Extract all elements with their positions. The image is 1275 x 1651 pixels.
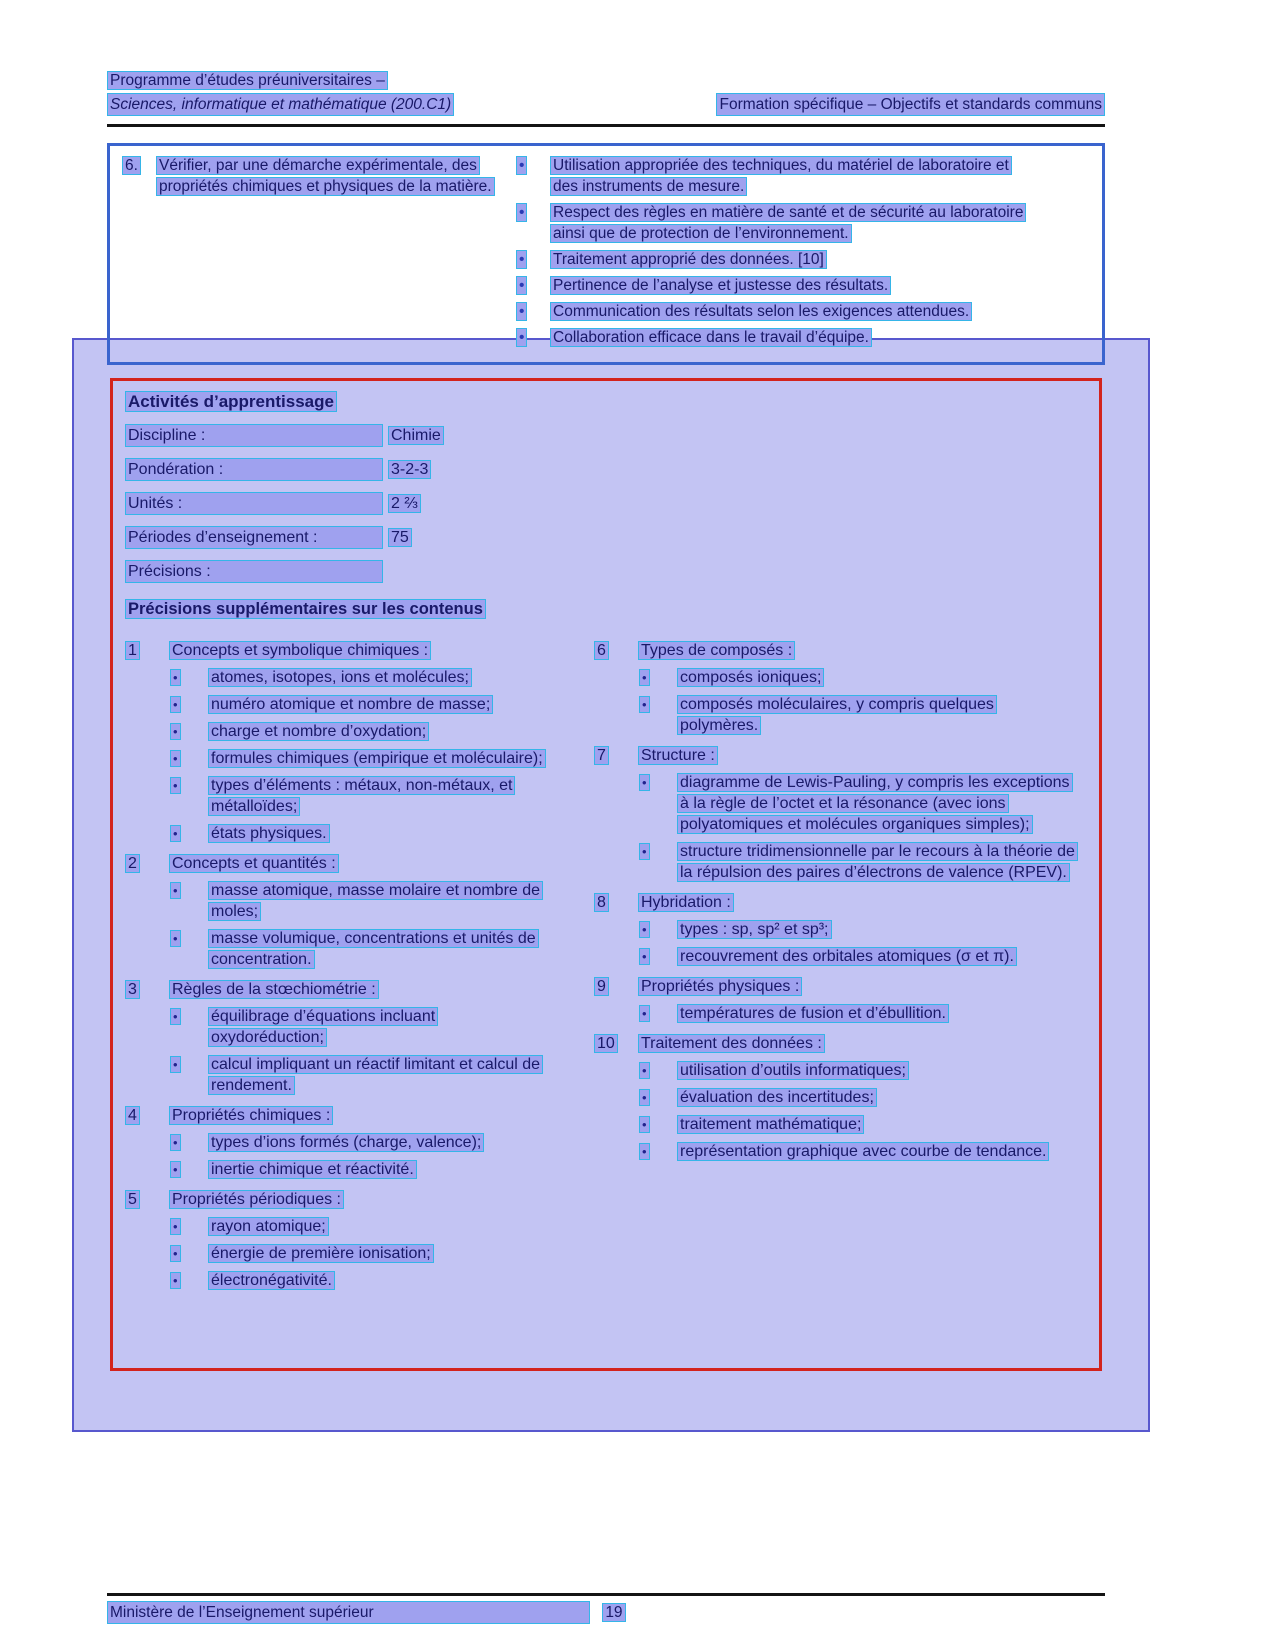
bullet-icon: • (170, 1245, 181, 1262)
bullet-text: types : sp, sp² et sp³; (677, 920, 832, 939)
item-number: 3 (125, 980, 140, 999)
content-bullet (639, 919, 1087, 940)
bullet-text-cell (208, 1159, 550, 1180)
bullet-cell (170, 694, 208, 715)
bullet-text-cell (677, 946, 1075, 967)
item-number: 9 (594, 977, 609, 996)
item-number-cell (594, 640, 638, 661)
content-item (125, 979, 580, 1096)
header-section-title: Formation spécifique – Objectifs et standards communs (716, 93, 1105, 116)
bullet-text-cell (208, 928, 550, 970)
item-title: Propriétés chimiques : (169, 1106, 333, 1125)
bullet-cell (170, 775, 208, 817)
content-item (594, 892, 1087, 967)
bullet-icon: • (516, 276, 527, 295)
bullet-icon: • (170, 882, 181, 899)
bullet-icon: • (639, 843, 650, 860)
content-bullet (170, 1216, 580, 1237)
bullet-icon: • (639, 774, 650, 791)
bullet-text: composés ioniques; (677, 668, 824, 687)
content-item (594, 1033, 1087, 1162)
item-bullets (125, 880, 580, 970)
criterion-text-cell (550, 249, 1032, 270)
activities-title-row (125, 391, 1087, 412)
objective-text-cell (156, 155, 496, 197)
item-title: Structure : (638, 746, 718, 765)
objective-number: 6. (122, 156, 141, 175)
content-item-head (125, 1105, 580, 1126)
objective-cell (118, 155, 516, 358)
bullet-text: composés moléculaires, y compris quelques polymères. (677, 695, 997, 735)
content-item-head (125, 853, 580, 874)
criterion-text-cell (550, 202, 1032, 244)
bullet-icon: • (639, 1116, 650, 1133)
item-number-cell (594, 745, 638, 766)
criterion-text-cell (550, 301, 1032, 322)
bullet-text: températures de fusion et d’ébullition. (677, 1004, 949, 1023)
item-number-cell (594, 892, 638, 913)
meta-value: 3-2-3 (388, 460, 431, 479)
meta-value: 2 ⅔ (388, 494, 421, 513)
content-item (125, 853, 580, 970)
bullet-cell (516, 155, 550, 197)
bullet-icon: • (170, 1134, 181, 1151)
bullet-icon: • (170, 1161, 181, 1178)
meta-label: Unités : (125, 492, 383, 515)
item-title-cell (169, 1189, 580, 1210)
bullet-icon: • (639, 669, 650, 686)
item-number: 5 (125, 1190, 140, 1209)
item-bullets (594, 1060, 1087, 1162)
content-item-head (594, 976, 1087, 997)
bullet-text-cell (208, 694, 550, 715)
bullet-text: énergie de première ionisation; (208, 1244, 434, 1263)
bullet-text: masse atomique, masse molaire et nombre de moles; (208, 881, 543, 921)
item-number-cell (125, 640, 169, 661)
bullet-icon: • (639, 1062, 650, 1079)
bullet-text: inertie chimique et réactivité. (208, 1160, 417, 1179)
meta-row (125, 424, 1087, 447)
item-title: Traitement des données : (638, 1034, 825, 1053)
item-title-cell (638, 640, 1087, 661)
item-title: Hybridation : (638, 893, 734, 912)
objective-table (107, 143, 1105, 365)
item-title-cell (638, 1033, 1087, 1054)
bullet-cell (170, 823, 208, 844)
criterion-text-cell (550, 327, 1032, 348)
bullet-text: types d’éléments : métaux, non-métaux, et métalloïdes; (208, 776, 515, 816)
page-footer (107, 1593, 1105, 1624)
bullet-text-cell (208, 823, 550, 844)
bullet-text: atomes, isotopes, ions et molécules; (208, 668, 472, 687)
content-bullet (639, 667, 1087, 688)
criterion-item (516, 327, 1094, 348)
item-bullets (125, 1132, 580, 1180)
bullet-text-cell (208, 880, 550, 922)
bullet-cell (639, 946, 677, 967)
content-item (125, 640, 580, 844)
content-bullet (639, 1060, 1087, 1081)
meta-row (125, 492, 1087, 515)
bullet-icon: • (639, 1143, 650, 1160)
item-bullets (594, 772, 1087, 883)
content-bullet (170, 880, 580, 922)
bullet-text: structure tridimensionnelle par le recours à la théorie de la répulsion des paires d’électrons de valence (RPEV). (677, 842, 1078, 882)
bullet-cell (170, 880, 208, 922)
item-number-cell (594, 976, 638, 997)
item-bullets (125, 1216, 580, 1291)
content-subheading: Précisions supplémentaires sur les contenus (125, 599, 486, 619)
item-title-cell (638, 892, 1087, 913)
content-bullet (170, 1243, 580, 1264)
item-number: 10 (594, 1034, 618, 1053)
bullet-icon: • (639, 921, 650, 938)
bullet-text: rayon atomique; (208, 1217, 329, 1236)
bullet-icon: • (170, 1056, 181, 1073)
bullet-text-cell (677, 1087, 1075, 1108)
content-item-head (594, 640, 1087, 661)
bullet-cell (170, 667, 208, 688)
bullet-icon: • (516, 328, 527, 347)
content-item (594, 745, 1087, 883)
bullet-text-cell (677, 1141, 1075, 1162)
bullet-text-cell (208, 667, 550, 688)
criterion-text: Utilisation appropriée des techniques, du matériel de laboratoire et des instruments de mesure. (550, 156, 1012, 196)
bullet-cell (516, 275, 550, 296)
content-bullet (639, 1141, 1087, 1162)
criterion-item (516, 202, 1094, 244)
meta-row (125, 458, 1087, 481)
bullet-text: équilibrage d’équations incluant oxydoréduction; (208, 1007, 438, 1047)
content-item (125, 1105, 580, 1180)
content-bullet (639, 1114, 1087, 1135)
content-item-head (125, 640, 580, 661)
bullet-icon: • (170, 825, 181, 842)
bullet-cell (639, 772, 677, 835)
bullet-icon: • (516, 203, 527, 222)
bullet-text-cell (208, 1216, 550, 1237)
item-number: 6 (594, 641, 609, 660)
item-title: Règles de la stœchiométrie : (169, 980, 379, 999)
item-bullets (125, 1006, 580, 1096)
criterion-text: Respect des règles en matière de santé et de sécurité au laboratoire ainsi que de protection de l’environnement. (550, 203, 1026, 243)
content-col-right (594, 640, 1087, 1300)
header-program-title: Programme d’études préuniversitaires – (107, 71, 388, 90)
content-bullet (170, 1270, 580, 1291)
bullet-cell (170, 1270, 208, 1291)
bullet-icon: • (639, 696, 650, 713)
header-line-1 (107, 70, 1105, 91)
bullet-icon: • (516, 250, 527, 269)
bullet-cell (639, 1060, 677, 1081)
content-columns (125, 640, 1087, 1300)
item-number: 2 (125, 854, 140, 873)
item-title: Types de composés : (638, 641, 795, 660)
bullet-text-cell (677, 919, 1075, 940)
meta-value: Chimie (388, 426, 444, 445)
content-bullet (170, 1159, 580, 1180)
bullet-icon: • (516, 156, 527, 175)
bullet-text: représentation graphique avec courbe de tendance. (677, 1142, 1049, 1161)
bullet-text-cell (677, 1060, 1075, 1081)
item-bullets (594, 1003, 1087, 1024)
item-number: 7 (594, 746, 609, 765)
item-bullets (594, 667, 1087, 736)
content-item (594, 976, 1087, 1024)
bullet-text-cell (677, 1114, 1075, 1135)
bullet-text-cell (208, 1006, 550, 1048)
item-number-cell (125, 853, 169, 874)
bullet-text-cell (677, 772, 1075, 835)
content-bullet (170, 1054, 580, 1096)
item-title: Propriétés physiques : (638, 977, 802, 996)
content-bullet (639, 1003, 1087, 1024)
content-bullet (639, 1087, 1087, 1108)
content-bullet (639, 772, 1087, 835)
content-bullet (170, 823, 580, 844)
content-bullet (170, 1006, 580, 1048)
bullet-text-cell (677, 694, 1075, 736)
bullet-text: évaluation des incertitudes; (677, 1088, 877, 1107)
bullet-icon: • (170, 777, 181, 794)
bullet-cell (170, 748, 208, 769)
meta-label: Périodes d’enseignement : (125, 526, 383, 549)
criterion-text: Communication des résultats selon les exigences attendues. (550, 302, 972, 321)
criterion-text: Collaboration efficace dans le travail d’équipe. (550, 328, 872, 347)
criterion-text: Pertinence de l’analyse et justesse des résultats. (550, 276, 891, 295)
item-number-cell (594, 1033, 638, 1054)
criterion-text: Traitement approprié des données. [10] (550, 250, 827, 269)
content-col-left (125, 640, 580, 1300)
bullet-cell (516, 249, 550, 270)
activities-title: Activités d’apprentissage (125, 391, 337, 412)
bullet-text-cell (677, 1003, 1075, 1024)
item-number-cell (125, 979, 169, 1000)
meta-label: Pondération : (125, 458, 383, 481)
bullet-text: charge et nombre d’oxydation; (208, 722, 429, 741)
content-item (594, 640, 1087, 736)
bullet-cell (639, 841, 677, 883)
item-title: Concepts et symbolique chimiques : (169, 641, 431, 660)
bullet-icon: • (170, 1272, 181, 1289)
item-title-cell (638, 745, 1087, 766)
bullet-text-cell (208, 775, 550, 817)
bullet-text-cell (677, 667, 1075, 688)
bullet-text-cell (208, 721, 550, 742)
bullet-icon: • (516, 302, 527, 321)
content-bullet (170, 928, 580, 970)
bullet-cell (516, 327, 550, 348)
content-item-head (594, 1033, 1087, 1054)
criterion-text-cell (550, 275, 1032, 296)
item-title-cell (169, 979, 580, 1000)
content-item-head (594, 892, 1087, 913)
header-program-subtitle: Sciences, informatique et mathématique (200.C1) (107, 93, 454, 116)
criterion-item (516, 155, 1094, 197)
bullet-text-cell (208, 1270, 550, 1291)
criteria-list (516, 155, 1094, 358)
bullet-icon: • (639, 948, 650, 965)
item-title: Propriétés périodiques : (169, 1190, 344, 1209)
bullet-text-cell (208, 748, 550, 769)
meta-value: 75 (388, 528, 412, 547)
item-number-cell (125, 1189, 169, 1210)
content-item-head (594, 745, 1087, 766)
item-number: 1 (125, 641, 140, 660)
item-title-cell (169, 640, 580, 661)
bullet-cell (639, 1003, 677, 1024)
bullet-cell (170, 1243, 208, 1264)
bullet-cell (170, 1054, 208, 1096)
content-bullet (639, 694, 1087, 736)
criterion-text-cell (550, 155, 1032, 197)
bullet-text-cell (677, 841, 1075, 883)
item-title: Concepts et quantités : (169, 854, 339, 873)
content-bullet (170, 1132, 580, 1153)
criterion-item (516, 249, 1094, 270)
item-title-cell (169, 853, 580, 874)
criterion-item (516, 301, 1094, 322)
bullet-icon: • (170, 750, 181, 767)
content-bullet (170, 694, 580, 715)
content-bullet (170, 721, 580, 742)
objective-number-cell (122, 155, 156, 197)
item-title-cell (638, 976, 1087, 997)
meta-label: Discipline : (125, 424, 383, 447)
bullet-icon: • (639, 1005, 650, 1022)
item-bullets (125, 667, 580, 844)
content-subheading-row (125, 599, 1087, 620)
bullet-icon: • (170, 723, 181, 740)
bullet-cell (639, 694, 677, 736)
bullet-cell (170, 1132, 208, 1153)
bullet-text: électronégativité. (208, 1271, 335, 1290)
bullet-cell (639, 919, 677, 940)
bullet-icon: • (170, 696, 181, 713)
bullet-text-cell (208, 1243, 550, 1264)
item-title-cell (169, 1105, 580, 1126)
content-bullet (639, 946, 1087, 967)
bullet-text: diagramme de Lewis-Pauling, y compris les exceptions à la règle de l’octet et la résonance (avec ions polyatomiques et molécules organiques simples); (677, 773, 1073, 834)
content-bullet (170, 775, 580, 817)
bullet-icon: • (170, 930, 181, 947)
bullet-text-cell (208, 1054, 550, 1096)
bullet-text: utilisation d’outils informatiques; (677, 1061, 909, 1080)
bullet-cell (639, 1141, 677, 1162)
item-number: 4 (125, 1106, 140, 1125)
item-number: 8 (594, 893, 609, 912)
bullet-cell (170, 1159, 208, 1180)
bullet-icon: • (639, 1089, 650, 1106)
footer-ministry: Ministère de l’Enseignement supérieur (107, 1601, 590, 1624)
bullet-cell (516, 202, 550, 244)
objective-text: Vérifier, par une démarche expérimentale, des propriétés chimiques et physiques de la matière. (156, 156, 495, 196)
criterion-item (516, 275, 1094, 296)
bullet-icon: • (170, 1218, 181, 1235)
content-item-head (125, 979, 580, 1000)
content-bullet (170, 667, 580, 688)
bullet-text: masse volumique, concentrations et unités de concentration. (208, 929, 539, 969)
bullet-cell (170, 1216, 208, 1237)
bullet-text: recouvrement des orbitales atomiques (σ et π). (677, 947, 1017, 966)
bullet-icon: • (170, 669, 181, 686)
bullet-cell (170, 1006, 208, 1048)
meta-row (125, 560, 1087, 583)
bullet-text: traitement mathématique; (677, 1115, 864, 1134)
bullet-cell (170, 928, 208, 970)
bullet-cell (516, 301, 550, 322)
bullet-cell (639, 1087, 677, 1108)
footer-page-number: 19 (602, 1603, 625, 1622)
bullet-text: numéro atomique et nombre de masse; (208, 695, 493, 714)
bullet-text-cell (208, 1132, 550, 1153)
bullet-icon: • (170, 1008, 181, 1025)
bullet-text: états physiques. (208, 824, 330, 843)
bullet-cell (639, 667, 677, 688)
meta-label: Précisions : (125, 560, 383, 583)
meta-row (125, 526, 1087, 549)
meta-list (125, 424, 1087, 583)
bullet-text: formules chimiques (empirique et moléculaire); (208, 749, 546, 768)
activities-box (110, 378, 1102, 1371)
content-bullet (639, 841, 1087, 883)
item-bullets (594, 919, 1087, 967)
header-line-2 (107, 93, 1105, 116)
bullet-cell (170, 721, 208, 742)
page-header (107, 70, 1105, 127)
content-item-head (125, 1189, 580, 1210)
item-number-cell (125, 1105, 169, 1126)
content-item (125, 1189, 580, 1291)
bullet-text: calcul impliquant un réactif limitant et calcul de rendement. (208, 1055, 543, 1095)
content-bullet (170, 748, 580, 769)
bullet-text: types d’ions formés (charge, valence); (208, 1133, 484, 1152)
bullet-cell (639, 1114, 677, 1135)
